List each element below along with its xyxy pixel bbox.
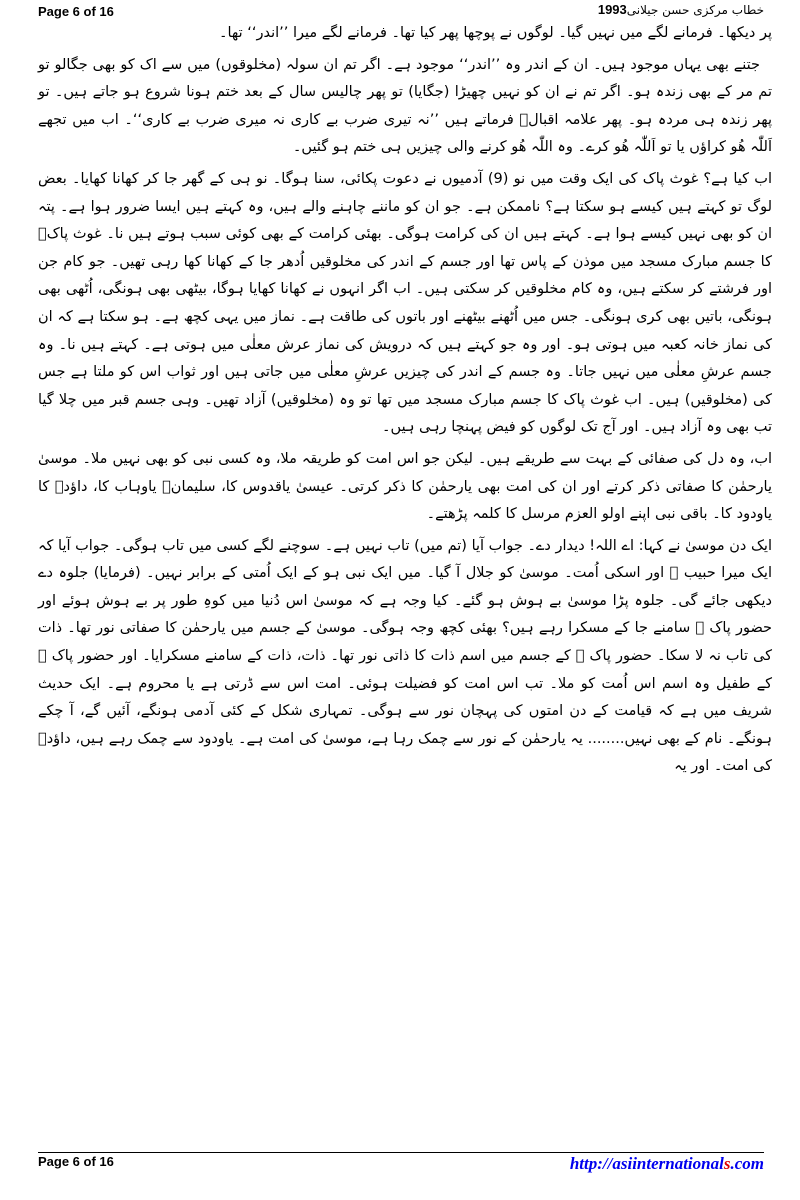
document-body: [38, 20, 772, 785]
footer-divider: [38, 1152, 764, 1153]
footer-url-part: .com: [730, 1154, 764, 1173]
footer-url-accent: s: [723, 1154, 731, 1173]
paragraph: اب، وہ دل کی صفائی کے بہت سے طریقے ہیں۔ لیکن جو اس امت کو طریقہ ملا، وہ کسی نبی کو بھی نہیں ملا۔ موسیٰ یارحمٰن کا صفاتی ذکر کرتے اور ان کی امت بھی یارحمٰن کا ذکر کرتی۔ عیسیٰ یاقدوس کا، سلیمانؑ یاوہاب کا، داؤدؑ کا یاودود کا۔ باقی نبی اپنے اولو العزم مرسل کا کلمہ پڑھتے۔: [38, 450, 772, 523]
header-title: [598, 2, 764, 17]
paragraph: ایک دن موسیٰ نے کہا: اے اللہ! دیدار دے۔ جواب آیا (تم میں) تاب نہیں ہے۔ سوچنے لگے کسی میں تاب ہوگی۔ جواب آیا کہ ایک میرا حبیب ﷺ اور اسکی اُمت۔ موسیٰ کو جلال آ گیا۔ میں ایک نبی ہو کے ایک اُمتی کے برابر نہیں۔ (فرمایا) جلوہ دے دیکھی جائے گی۔ جلوہ پڑا موسیٰ بے ہوش ہو گئے۔ کیا وجہ ہے کہ موسیٰ اس دُنیا میں کوہِ طور پر بے ہوش ہوئے اور حضور پاک ﷺ سامنے جا کے مسکرا رہے ہیں؟ بھئی کچھ وجہ ہوگی۔ موسیٰ کے جسم میں یارحمٰن کا صفاتی نور تھا۔ ذات کی تاب نہ لا سکا۔ حضور پاک ﷺ کے جسم میں اسم ذات کا ذاتی نور تھا۔ ذات، ذات کے سامنے مسکرایا۔ اور حضور پاک ﷺ کے طفیل وہ اسم اس اُمت کو ملا۔ تب اس امت کو فضیلت ہوئی۔ امت اس سے ڈرتی ہے یا محروم ہے۔ ایک حدیث شریف میں ہے کہ قیامت کے دن امتوں کی پہچان نور سے ہوگی۔ تمہاری شکل کے کئی آدمی ہونگے، آئیں گے، آ چکے ہونگے۔ نام کے بھی نہیں........ یہ یارحمٰن کے نور سے چمک رہا ہے، موسیٰ کی امت ہے۔ یاودود سے چمک رہے ہیں، داؤدؑ کی امت۔ اور یہ: [38, 537, 772, 775]
paragraph: اب کیا ہے؟ غوث پاک کی ایک وقت میں نو (9) آدمیوں نے دعوت پکائی، سنا ہوگا۔ نو ہی کے گھر جا کر کھانا کھایا۔ بعض لوگ تو کہتے ہیں کیسے ہو سکتا ہے؟ ناممکن ہے۔ جو ان کو ماننے چاہنے والے ہیں، وہ کہتے ہیں ایسا ضرور ہوا ہے۔ پتہ ان کو بھی نہیں کیسے ہوا ہے۔ کہتے ہیں ان کی کرامت ہوگی۔ بھئی کرامت کے بھی کوئی سبب ہوتے ہیں نا۔ غوث پاکؒ کا جسم مبارک مسجد میں موذن کے پاس تھا اور جسم کے اندر کی مخلوقیں اُدھر جا کے کھانا کھا رہی تھیں۔ جو کام جن اور فرشتے کر سکتے ہیں، وہ کام مخلوقیں کر سکتی ہیں۔ اب اگر انہوں نے کھانا کھایا ہوگا، بیٹھی بھی ہونگی، اُٹھی بھی ہونگی، باتیں بھی کری ہونگی۔ جس میں اُٹھنے بیٹھنے اور باتوں کی طاقت ہے۔ نماز میں یہی کچھ ہے۔ ہو سکتا ہے کہ ان کی نماز خانہ کعبہ میں ہوتی ہو۔ اور وہ جو کہتے ہیں کہ درویش کی نماز عرش معلٰی میں ہوتی ہے۔ کہتے ہیں نا۔ وہ جسم عرشِ معلٰی میں نہیں جاتا۔ وہ جسم کے اندر کی چیزیں عرشِ معلٰی میں جاتی ہیں اور ثواب اس کو ملتا ہے جس کی (مخلوقیں) ہیں۔ اب غوث پاک کا جسم مبارک مسجد میں تھا تو وہ (مخلوقیں) آزاد تھیں۔ وہی جسم قبر میں چلا گیا تب بھی وہ آزاد ہیں۔ اور آج تک لوگوں کو فیض پہنچا رہی ہیں۔: [38, 170, 772, 436]
footer-website-link[interactable]: [570, 1154, 764, 1174]
paragraph: پر دیکھا۔ فرمانے لگے میں نہیں گیا۔ لوگوں نے پوچھا پھر کیا تھا۔ فرمانے لگے میرا ’’اندر‘‘ تھا۔: [219, 25, 772, 41]
header-title-year: 1993: [597, 2, 627, 17]
footer-page-number: Page 6 of 16: [38, 1154, 114, 1169]
paragraph: جتنے بھی یہاں موجود ہیں۔ ان کے اندر وہ ’’اندر‘‘ موجود ہے۔ اگر تم ان سولہ (مخلوقوں) میں سے اک کو بھی جگالو تو تم مر کے بھی زندہ ہو۔ اگر تم نے ان کو نہیں چھیڑا (جگایا) تو پھر چالیس سال کے بعد ختم ہونا شروع ہو جاتے ہیں۔ تو پھر زندہ ہی مردہ ہو۔ پھر علامہ اقبالؒ فرماتے ہیں ’’نہ تیری ضرب بے کاری نہ میری ضرب بے کاری‘‘۔ اب میں تجھے اَللّٰہ ھُو کراؤں یا تو اَللّٰہ ھُو کرے۔ وہ اللّٰہ ھُو کرنے والی چیزیں ہی ختم ہو گئیں۔: [38, 56, 772, 156]
footer-url-part: http://asiinternational: [569, 1154, 724, 1173]
header-title-urdu: خطاب مرکزی حسن جیلانی: [626, 3, 764, 17]
header-page-number: Page 6 of 16: [38, 4, 114, 19]
